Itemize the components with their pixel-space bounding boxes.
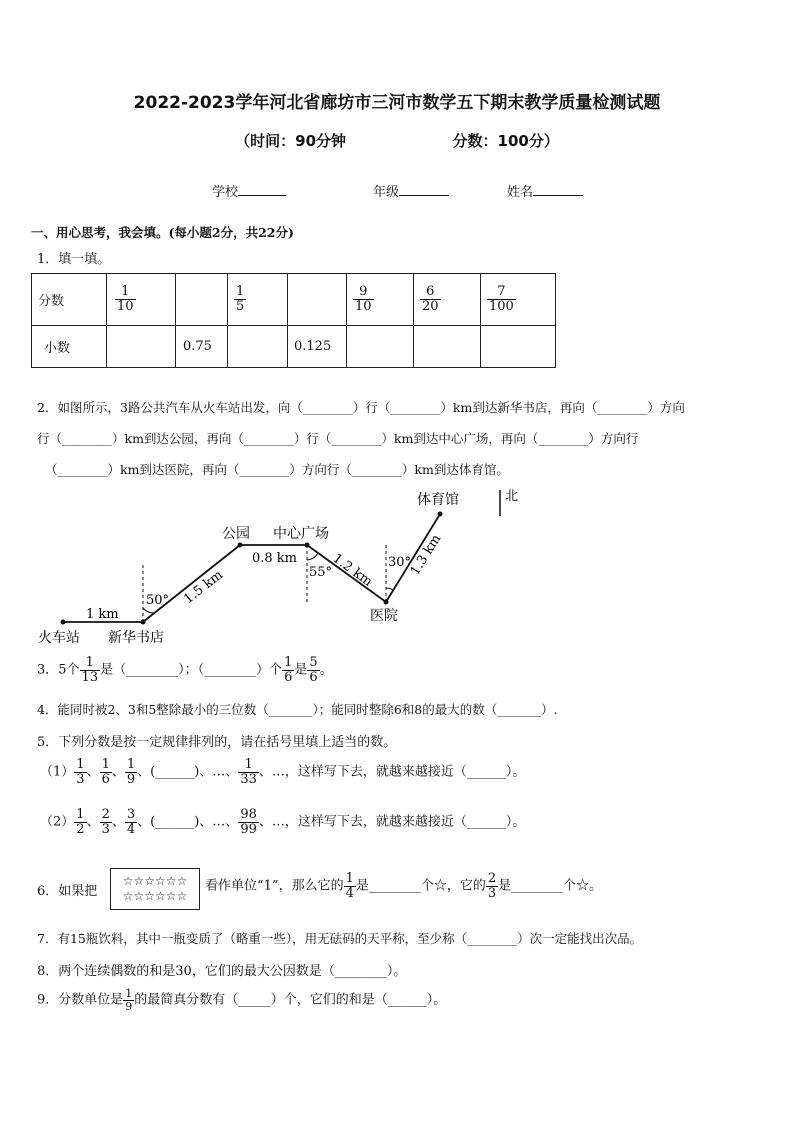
angle-arc bbox=[386, 588, 393, 590]
park-point bbox=[238, 543, 243, 548]
distance-label: 1.2 km bbox=[329, 551, 375, 590]
distance-label: 1.5 km bbox=[181, 567, 226, 608]
distance-label: 1 km bbox=[86, 607, 119, 622]
school-field: 学校 bbox=[212, 181, 286, 200]
question-6: 看作单位“1”，那么它的 $\frac{1}{4}$ 是________个☆，它的 $\frac{2}{3}$ 是________个☆。 bbox=[205, 871, 603, 901]
grade-field: 年级 bbox=[373, 181, 449, 200]
question-5-1: （1） $\frac{1}{3}$ 、 $\frac{1}{6}$ 、 $\frac{1}{9}$ 、(______)、…、 $\frac{1}{33}$ 、…，这样写下去，就越来越接近（______）。 bbox=[40, 757, 526, 787]
time-info: （时间：90分钟 bbox=[235, 132, 347, 150]
question-1-stem: 1．填一填。 bbox=[37, 252, 111, 267]
north-label: 北 bbox=[505, 489, 519, 504]
question-6-prefix: 6．如果把 bbox=[37, 884, 98, 899]
section-heading: 一、用心思考，我会填。(每小题2分，共22分) bbox=[31, 225, 294, 240]
table-cell bbox=[414, 326, 481, 368]
name-field: 姓名 bbox=[507, 181, 583, 200]
question-2-line3: （________）km到达医院，再向（________）方向行（________）km到达体育馆。 bbox=[45, 462, 509, 477]
angle-label: 30° bbox=[388, 555, 412, 570]
table-cell: $\frac{1}{10}$ bbox=[107, 274, 176, 326]
question-2-line2: 行（________）km到达公园，再向（________）行（________）km到达中心广场，再向（________）方向行 bbox=[37, 431, 639, 446]
park-label: 公园 bbox=[222, 526, 250, 542]
table-cell bbox=[481, 326, 556, 368]
bookstore-point bbox=[141, 620, 146, 625]
table-cell: 0.125 bbox=[288, 326, 347, 368]
station-label: 火车站 bbox=[38, 630, 80, 646]
question-7: 7．有15瓶饮料，其中一瓶变质了（略重一些），用无砝码的天平称，至少称（________）次一定能找出次品。 bbox=[37, 931, 643, 946]
table-cell bbox=[228, 326, 288, 368]
star-box bbox=[110, 868, 200, 910]
star-row: ☆☆☆☆☆☆ bbox=[122, 889, 188, 903]
question-3: 3．5个 $\frac{1}{13}$ 是（________）；（________）个 $\frac{1}{6}$ 是 $\frac{5}{6}$ 。 bbox=[37, 655, 333, 685]
bookstore-label: 新华书店 bbox=[108, 630, 164, 646]
square-label: 中心广场 bbox=[273, 526, 329, 542]
table-cell bbox=[176, 274, 228, 326]
hospital-point bbox=[384, 600, 389, 605]
angle-label: 50° bbox=[146, 593, 170, 608]
distance-label: 1.3 km bbox=[407, 531, 445, 579]
star-row: ☆☆☆☆☆☆ bbox=[122, 874, 188, 888]
station-point bbox=[61, 620, 66, 625]
fraction-decimal-table bbox=[31, 273, 556, 368]
exam-subtitle bbox=[0, 130, 794, 151]
question-9: 9．分数单位是 $\frac{1}{9}$ 的最简真分数有（_____）个，它们的和是（______）。 bbox=[37, 987, 447, 1013]
score-info: 分数：100分） bbox=[452, 132, 559, 150]
question-2-line1: 2．如图所示，3路公共汽车从火车站出发，向（________）行（________）km到达新华书店，再向（________）方向 bbox=[37, 400, 685, 415]
distance-label: 0.8 km bbox=[252, 551, 298, 566]
question-5-stem: 5．下列分数是按一定规律排列的，请在括号里填上适当的数。 bbox=[37, 735, 397, 750]
row-label-fraction: 分数 bbox=[32, 274, 107, 326]
table-cell: $\frac{7}{100}$ bbox=[481, 274, 556, 326]
route-map bbox=[0, 480, 794, 650]
table-cell bbox=[347, 326, 414, 368]
row-label-decimal: 小数 bbox=[32, 326, 107, 368]
route-segment bbox=[143, 545, 240, 622]
square-point bbox=[305, 543, 310, 548]
table-cell: $\frac{1}{5}$ bbox=[228, 274, 288, 326]
question-4: 4．能同时被2、3和5整除最小的三位数（_______）；能同时整除6和8的最大的数（_______）. bbox=[37, 702, 558, 717]
angle-label: 55° bbox=[309, 565, 333, 580]
page-title: 2022-2023学年河北省廊坊市三河市数学五下期末教学质量检测试题 bbox=[133, 93, 661, 113]
angle-arc bbox=[307, 553, 318, 560]
angle-arc bbox=[143, 608, 154, 613]
stadium-point bbox=[438, 512, 443, 517]
question-8: 8．两个连续偶数的和是30，它们的最大公因数是（________）。 bbox=[37, 964, 407, 979]
table-cell: 0.75 bbox=[176, 326, 228, 368]
table-cell bbox=[288, 274, 347, 326]
hospital-label: 医院 bbox=[370, 608, 398, 624]
table-cell: $\frac{6}{20}$ bbox=[414, 274, 481, 326]
table-cell: $\frac{9}{10}$ bbox=[347, 274, 414, 326]
stadium-label: 体育馆 bbox=[417, 492, 459, 508]
question-5-2: （2） $\frac{1}{2}$ 、 $\frac{2}{3}$ 、 $\frac{3}{4}$ 、(______)、…、 $\frac{98}{99}$ 、…，这样写下去，就越来越接近（______）。 bbox=[40, 807, 526, 837]
table-cell bbox=[107, 326, 176, 368]
